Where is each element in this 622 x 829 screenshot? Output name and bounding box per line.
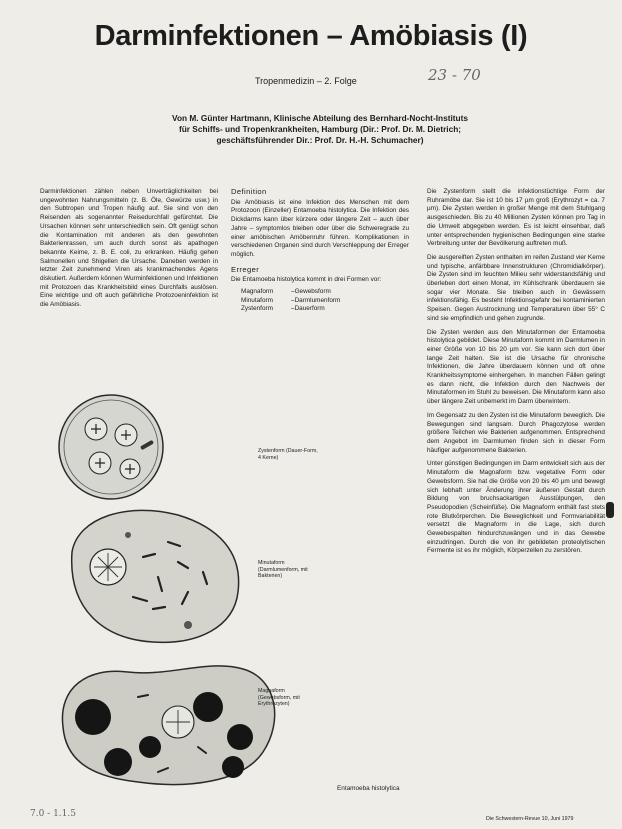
paragraph-zystenform: Die Zystenform stellt die infektionstüchtige Form der Ruhramöbe dar. Sie ist 10 bis 17 µm groß (Erythrozyt = ca. 7 µm). Die Zysten werden in großer Menge mit dem Stuhlgang ausgeschieden. Bis zu 40 Millionen Zysten können pro Tag in die Umwelt abgegeben werden. Es ist leicht einsehbar, daß unter entsprechenden hygienischen Bedingungen eine starke Verbreitung unter der Bevölkerung auftreten muß.	[427, 188, 605, 248]
column-middle	[231, 188, 409, 314]
minutaform-drawing	[72, 510, 239, 642]
author-line: Von M. Günter Hartmann, Klinische Abteilung des Bernhard-Nocht-Instituts	[172, 113, 468, 123]
paragraph-beweglichkeit: Im Gegensatz zu den Zysten ist die Minutaform beweglich. Die Bewegungen sind langsam. Durch Phagozytose werden größere Teilchen wie Bakterien aufgenommen. Entsprechend dem Angebot im Darmlumen finden sich in dieser Form häufiger aufgenommene Bakterien.	[427, 411, 605, 454]
definition-paragraph: Die Amöbiasis ist eine Infektion des Menschen mit dem Protozoon (Einzeller) Entamoeba histolytica. Die Infektion des Dickdarms kann über kürzere oder längere Zeit – auch über Jahre – symptomlos bleiben oder über die Schweregrade zu einer amöbischen Amöbenruhr führen. Komplikationen in verschiedenen Organen sind durch Verschleppung der Erreger möglich.	[231, 198, 409, 258]
handwritten-number: 23 - 70	[428, 66, 481, 84]
form-item: Minutaform – Darmlumenform	[241, 296, 341, 304]
form-item: Magnaform – Gewebsform	[241, 288, 331, 296]
handwritten-page-note: 7.0 - 1.1.5	[30, 809, 76, 819]
paragraph-minutaform: Die Zysten werden aus den Minutaformen der Entamoeba histolytica gebildet. Diese Minutaform kommt im Darmlumen in einer Größe von 10 bis 20 µm vor. Sie kann sich dort über lange Zeit halten. Sie ist die Ursache für chronische Infektionen, die Jahre überdauern können und oft ohne Krankheitssymptome einhergehen. In manchen Fällen gelingt es dann nicht, die Infektion durch den Nachweis der Minutaformen im Stuhl zu beweisen. Die Minutaform kann also über längere Zeit unbemerkt im Darm überwintern.	[427, 328, 605, 406]
paragraph-zysten-reif: Die ausgereiften Zysten enthalten im reifen Zustand vier Kerne und typische, anfärbbare Innenstrukturen (Chromidialkörper). Die Zysten sind im feuchten Milieu sehr widerstandsfähig und überleben dort einen Monat, im Kühlschrank überdauern sie sogar vier Monate. Sie bleiben auch in Gewässern infektionsfähig. Es besteht Infektionsgefahr bei kontaminierten Speisen. Gegen Austrocknung und Temperaturen über 55° C sind sie empfindlich und gehen zugrunde.	[427, 253, 605, 322]
caption-cyst: Zystenform (Dauer-Form, 4 Kerne)	[258, 448, 318, 461]
caption-minutaform: Minutaform (Darmlumenform, mit Bakterien)	[258, 560, 308, 579]
figure-species-label: Entamoeba histolytica	[337, 785, 400, 792]
intro-paragraph: Darminfektionen zählen neben Unverträglichkeiten bei ungewohnten Nahrungsmitteln (z. B. Öle, Gewürze usw.) in den Subtropen und Tropen häufig auf. Sie sind von den Reisenden als sogenannter Reisedurchfall gefürchtet. Die Ursachen können sehr unterschiedlich sein. Oft genügt schon die Kontamination mit anderen als den gewohnten Bakterienrassen, um auch durch sonst als apathogen bekannte Keime, z. B. E. coli, zu erkranken. Häufig gehen Salmonellen und Shigellen die Ursache. Daneben werden in letzter Zeit zunehmend Viren als krankmachendes Agens diskutiert. Außerdem können Wurminfektionen und Infektionen mit Protozoen das Krankheitsbild eines Durchfalls auslösen. Eine wichtige und oft auch gefährliche Protozoeninfektion ist die Amöbiasis.	[40, 188, 218, 309]
series-subtitle: Tropenmedizin – 2. Folge	[255, 76, 357, 86]
author-line: geschäftsführender Dir.: Prof. Dr. H.-H. Schumacher)	[216, 135, 424, 145]
heading-definition: Definition	[231, 187, 267, 196]
column-left	[40, 188, 218, 315]
binder-hole	[606, 502, 614, 518]
paragraph-magnaform: Unter günstigen Bedingungen im Darm entwickelt sich aus der Minutaform die Magnaform bzw. vegetative Form oder Gewebsform. Sie hat die Größe von 20 bis 40 µm und bewegt sich lebhaft unter Änderung ihrer äußeren Gestalt durch Bildung von bruchsackartigen Ausstülpungen, den Pseudopodien (Scheinfüße). Die Magnaform enthält fast stets rote Blutkörperchen. Die Beweglichkeit und Formvariabilität versetzt die Magnaform in die Lage, sich durch Gewebespalten hindurchzuwängen und in das Gewebe einzudringen. Durch die von ihr gebildeten proteolytischen Fermente ist es ihr möglich, Körperzellen zu zerstören.	[427, 460, 605, 555]
author-line: für Schiffs- und Tropenkrankheiten, Hamburg (Dir.: Prof. Dr. M. Dietrich;	[178, 124, 462, 134]
magnaform-drawing	[62, 666, 274, 785]
heading-erreger: Erreger	[231, 264, 260, 274]
cyst-drawing	[59, 395, 163, 499]
article-title: Darminfektionen – Amöbiasis (I)	[94, 20, 528, 52]
caption-magnaform: Magnaform (Gewebsform, mit Erythrozyten)	[258, 688, 300, 707]
form-item: Zystenform – Dauerform	[241, 305, 325, 313]
journal-footer: Die Schwestern-Revue 10, Juni 1979	[486, 816, 574, 822]
column-right	[427, 188, 605, 561]
forms-list	[241, 288, 409, 314]
erreger-paragraph: Die Entamoeba histolytica kommt in drei Formen vor:	[231, 276, 382, 284]
author-block	[110, 113, 530, 146]
amoeba-illustration	[58, 377, 288, 797]
